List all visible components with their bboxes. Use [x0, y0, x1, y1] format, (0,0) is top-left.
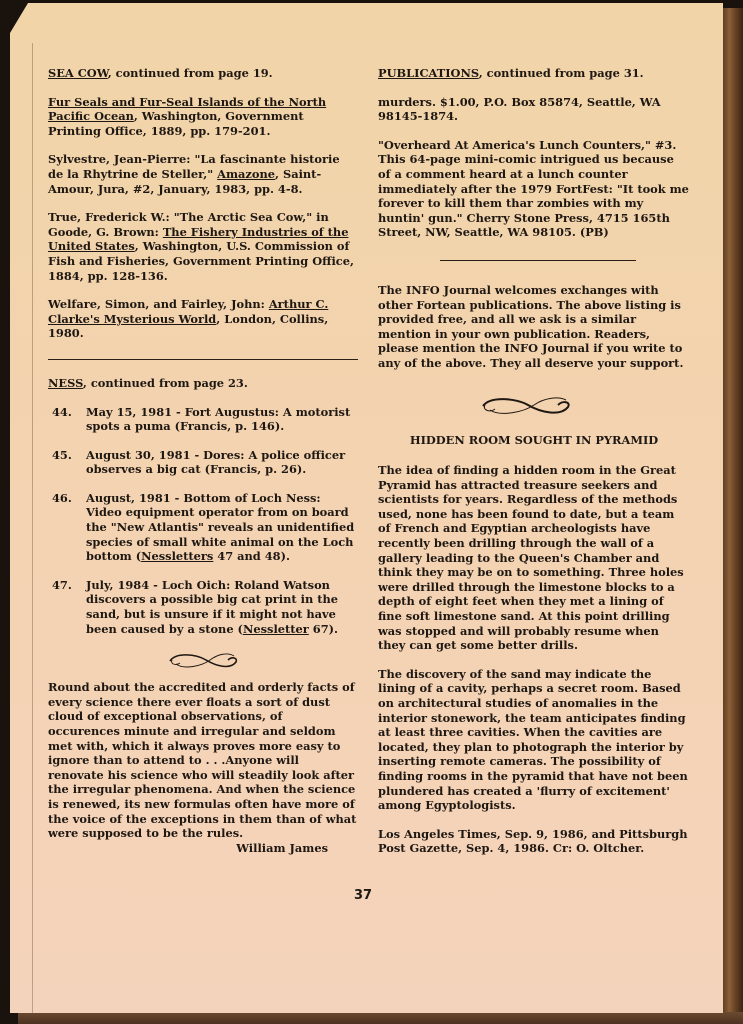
item-citation-title: Nessletter [242, 621, 309, 636]
item-text: August 30, 1981 - Dores: A police officer observes a big cat (Francis, p. 26). [86, 447, 346, 477]
item-number: 45. [52, 447, 72, 462]
reference-rest: , Washington, Government Printing Office, 1889, pp. 179-201. [48, 109, 304, 138]
page-binding-line [32, 43, 33, 1013]
reference-item [48, 152, 358, 196]
reference-rest: , Washington, U.S. Commission of Fish and Fisheries, Government Printing Office, 1884, pp. 128-136. [48, 239, 354, 283]
left-column [48, 66, 358, 855]
reference-item [48, 95, 358, 139]
publication-entry: murders. $1.00, P.O. Box 85874, Seattle, WA 98145-1874. [378, 94, 661, 124]
reference-title: The Fishery Industries of the United States [48, 224, 349, 254]
section-divider [440, 260, 636, 261]
reference-title: Amazone [217, 166, 276, 181]
sea-cow-heading [48, 66, 358, 81]
item-text: May 15, 1981 - Fort Augustus: A motorist spots a puma (Francis, p. 146). [86, 404, 351, 434]
item-citation-rest: 47 and 48). [213, 549, 290, 564]
article-paragraph: The idea of finding a hidden room in the Great Pyramid has attracted treasure seekers and scientists for years. Regardless of the methods used, none has been found to date, but a team of French and Egyptian archeologists have recently been drilling through the wall of a gallery leading to the Queen's Chamber and think they may be on to something. Three holes were drilled through the limestone blocks to a depth of eight feet when they met a lining of fine soft limestone sand. At this point drilling was stopped and will probably resume when they can get some better drills. [378, 463, 684, 653]
reference-title: Arthur C. Clarke's Mysterious World [48, 297, 329, 326]
item-text [86, 578, 358, 636]
item-citation-rest: 67). [308, 621, 338, 636]
sea-cow-heading-rest: , continued from page 19. [107, 66, 273, 80]
page-stack-edge-right [722, 8, 743, 1024]
william-james-quote: Round about the accredited and orderly facts of every science there ever floats a sort of dust cloud of exceptional observations, of occurences minute and irregular and seldom met with, which it always proves more easy to ignore than to attend to . . .Anyone will renovate his science who will steadily look after the irregular phenomena. And when the science is renewed, its new formulas often have more of the voice of the exceptions in them than of what were supposed to be the rules. [48, 680, 357, 841]
list-item [48, 491, 358, 564]
right-column [378, 66, 690, 856]
article-source-credit: Los Angeles Times, Sep. 9, 1986, and Pittsburgh Post Gazette, Sep. 4, 1986. Cr: O. Oltcher. [378, 826, 688, 856]
reference-rest: , Saint-Amour, Jura, #2, January, 1983, pp. 4-8. [48, 166, 322, 196]
flourish-ornament-icon [478, 393, 574, 419]
quote-author: William James [236, 840, 328, 855]
flourish-ornament-icon [166, 650, 240, 672]
item-citation-title: Nessletters [141, 549, 214, 564]
reference-author: True, Frederick W.: "The Arctic Sea Cow," in Goode, G. Brown: [48, 210, 329, 239]
publications-heading [378, 66, 690, 81]
page-stack-edge-bottom [18, 1012, 743, 1024]
article-title: HIDDEN ROOM SOUGHT IN PYRAMID [409, 432, 659, 447]
reference-rest: , London, Collins, 1980. [48, 311, 329, 341]
reference-author: Sylvestre, Jean-Pierre: "La fascinante historie de la Rhytrine de Steller," [48, 152, 340, 181]
publication-entry: "Overheard At America's Lunch Counters," #3. This 64-page mini-comic intrigued us because of a comment heard at a lunch counter immediately after the 1979 FortFest: "It took me forever to kill them thar zombies with my huntin' gun." Cherry Stone Press, 4715 165th Street, NW, Seattle, WA 98105. (PB) [378, 137, 689, 240]
reference-title: Fur Seals and Fur-Seal Islands of the North Pacific Ocean [48, 94, 327, 124]
reference-author: Welfare, Simon, and Fairley, John: [48, 297, 269, 312]
list-item [48, 448, 358, 477]
article-paragraph: The discovery of the sand may indicate the lining of a cavity, perhaps a secret room. Based on architectural studies of anomalies in the interior stonework, the team anticipates finding at least three cavities. When the cavities are located, they plan to photograph the interior by inserting remote cameras. The possibility of finding rooms in the pyramid that have not been plundered has created a 'flurry of excitement' among Egyptologists. [378, 666, 688, 813]
publications-heading-title: PUBLICATIONS [378, 66, 479, 80]
ness-heading-rest: , continued from page 23. [82, 375, 248, 390]
item-text-main: August, 1981 - Bottom of Loch Ness: Video equipment operator from on board the "New Atlantis" reveals an unidentified species of small white animal on the Loch bottom ( [86, 490, 355, 564]
publications-heading-rest: , continued from page 31. [478, 66, 644, 80]
reference-item [48, 210, 358, 283]
item-number: 44. [52, 404, 72, 419]
sightings-list [48, 405, 358, 637]
page-number: 37 [354, 888, 373, 903]
list-item [48, 578, 358, 636]
item-text [86, 491, 358, 564]
list-item [48, 405, 358, 434]
reference-item [48, 297, 358, 341]
item-text-main: July, 1984 - Loch Oich: Roland Watson discovers a possible big cat print in the sand, but is unsure if it might not have been caused by a stone ( [86, 577, 338, 636]
section-divider [48, 359, 358, 360]
ness-heading [48, 376, 358, 391]
item-number: 46. [52, 490, 72, 505]
sea-cow-heading-title: SEA COW [48, 66, 108, 80]
exchange-note: The INFO Journal welcomes exchanges with other Fortean publications. The above listing is provided free, and all we ask is a similar mention in your own publication. Readers, please mention the INFO Journal if you write to any of the above. They all deserve your support. [378, 282, 684, 370]
item-number: 47. [52, 577, 72, 592]
ness-heading-title: NESS [48, 375, 83, 390]
